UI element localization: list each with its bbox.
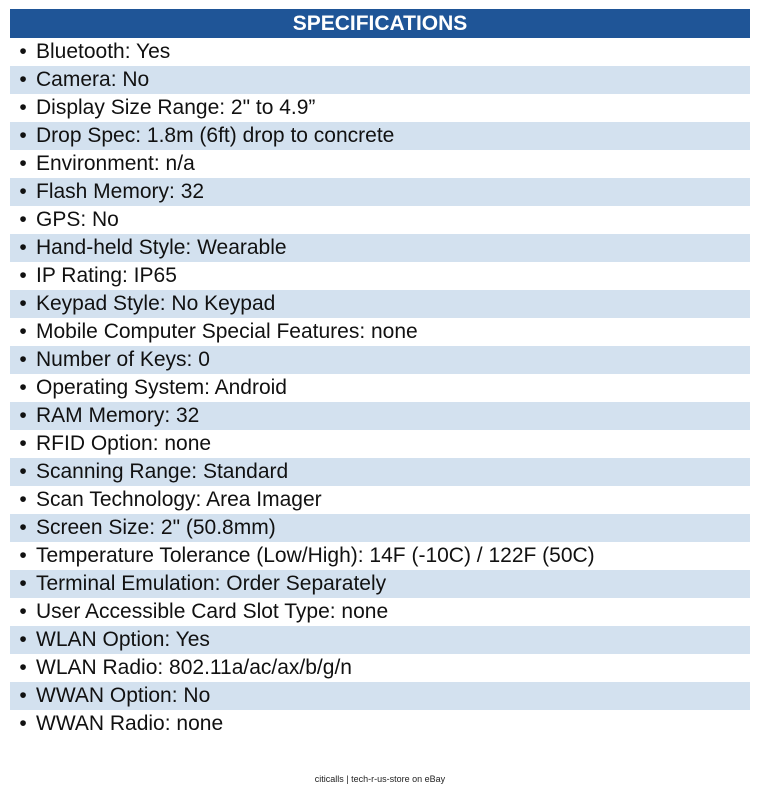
- spec-text: Hand-held Style: Wearable: [36, 236, 287, 259]
- bullet-icon: •: [19, 68, 27, 91]
- spec-text: WLAN Option: Yes: [36, 628, 210, 651]
- spec-text: Flash Memory: 32: [36, 180, 205, 203]
- spec-text: Drop Spec: 1.8m (6ft) drop to concrete: [36, 124, 395, 147]
- spec-text: Terminal Emulation: Order Separately: [36, 572, 387, 595]
- spec-text: Number of Keys: 0: [36, 348, 210, 371]
- spec-row: [10, 94, 750, 122]
- bullet-icon: •: [19, 40, 27, 63]
- bullet-icon: •: [19, 544, 27, 567]
- spec-row: [10, 402, 750, 430]
- spec-table: [10, 9, 750, 738]
- footer-credit: citicalls | tech-r-us-store on eBay: [314, 774, 446, 784]
- spec-row: [10, 290, 750, 318]
- spec-text: Keypad Style: No Keypad: [36, 292, 276, 315]
- spec-text: RAM Memory: 32: [36, 404, 200, 427]
- spec-row: [10, 542, 750, 570]
- spec-row: [10, 570, 750, 598]
- spec-text: Environment: n/a: [36, 152, 195, 175]
- spec-row: [10, 206, 750, 234]
- spec-text: User Accessible Card Slot Type: none: [36, 600, 389, 623]
- spec-row: [10, 430, 750, 458]
- spec-text: Display Size Range: 2" to 4.9”: [36, 96, 316, 119]
- spec-text: Mobile Computer Special Features: none: [36, 320, 418, 343]
- spec-text: Temperature Tolerance (Low/High): 14F (-10C) / 122F (50C): [36, 544, 595, 567]
- spec-row: [10, 346, 750, 374]
- bullet-icon: •: [19, 684, 27, 707]
- spec-row: [10, 122, 750, 150]
- bullet-icon: •: [19, 376, 27, 399]
- spec-text: Bluetooth: Yes: [36, 40, 171, 63]
- spec-text: RFID Option: none: [36, 432, 212, 455]
- spec-text: Scan Technology: Area Imager: [36, 488, 322, 511]
- bullet-icon: •: [19, 516, 27, 539]
- spec-text: Operating System: Android: [36, 376, 287, 399]
- bullet-icon: •: [19, 348, 27, 371]
- spec-text: WLAN Radio: 802.11a/ac/ax/b/g/n: [36, 656, 352, 679]
- bullet-icon: •: [19, 656, 27, 679]
- bullet-icon: •: [19, 460, 27, 483]
- bullet-icon: •: [19, 404, 27, 427]
- bullet-icon: •: [19, 572, 27, 595]
- bullet-icon: •: [19, 432, 27, 455]
- spec-row: [10, 710, 750, 738]
- spec-header: SPECIFICATIONS: [10, 9, 750, 38]
- spec-text: GPS: No: [36, 208, 119, 231]
- spec-text: Screen Size: 2" (50.8mm): [36, 516, 276, 539]
- spec-row: [10, 486, 750, 514]
- spec-row: [10, 458, 750, 486]
- bullet-icon: •: [19, 236, 27, 259]
- bullet-icon: •: [19, 152, 27, 175]
- bullet-icon: •: [19, 124, 27, 147]
- spec-row: [10, 262, 750, 290]
- spec-row: [10, 66, 750, 94]
- bullet-icon: •: [19, 96, 27, 119]
- bullet-icon: •: [19, 600, 27, 623]
- spec-row: [10, 150, 750, 178]
- spec-text: Scanning Range: Standard: [36, 460, 289, 483]
- spec-row: [10, 38, 750, 66]
- bullet-icon: •: [19, 292, 27, 315]
- spec-row: [10, 234, 750, 262]
- spec-list: [10, 38, 750, 738]
- bullet-icon: •: [19, 712, 27, 735]
- spec-text: Camera: No: [36, 68, 150, 91]
- spec-row: [10, 682, 750, 710]
- spec-row: [10, 654, 750, 682]
- spec-text: WWAN Radio: none: [36, 712, 224, 735]
- spec-row: [10, 626, 750, 654]
- bullet-icon: •: [19, 180, 27, 203]
- bullet-icon: •: [19, 264, 27, 287]
- spec-text: IP Rating: IP65: [36, 264, 177, 287]
- spec-row: [10, 178, 750, 206]
- bullet-icon: •: [19, 628, 27, 651]
- spec-row: [10, 514, 750, 542]
- bullet-icon: •: [19, 488, 27, 511]
- spec-row: [10, 374, 750, 402]
- spec-row: [10, 598, 750, 626]
- spec-row: [10, 318, 750, 346]
- spec-text: WWAN Option: No: [36, 684, 211, 707]
- bullet-icon: •: [19, 320, 27, 343]
- bullet-icon: •: [19, 208, 27, 231]
